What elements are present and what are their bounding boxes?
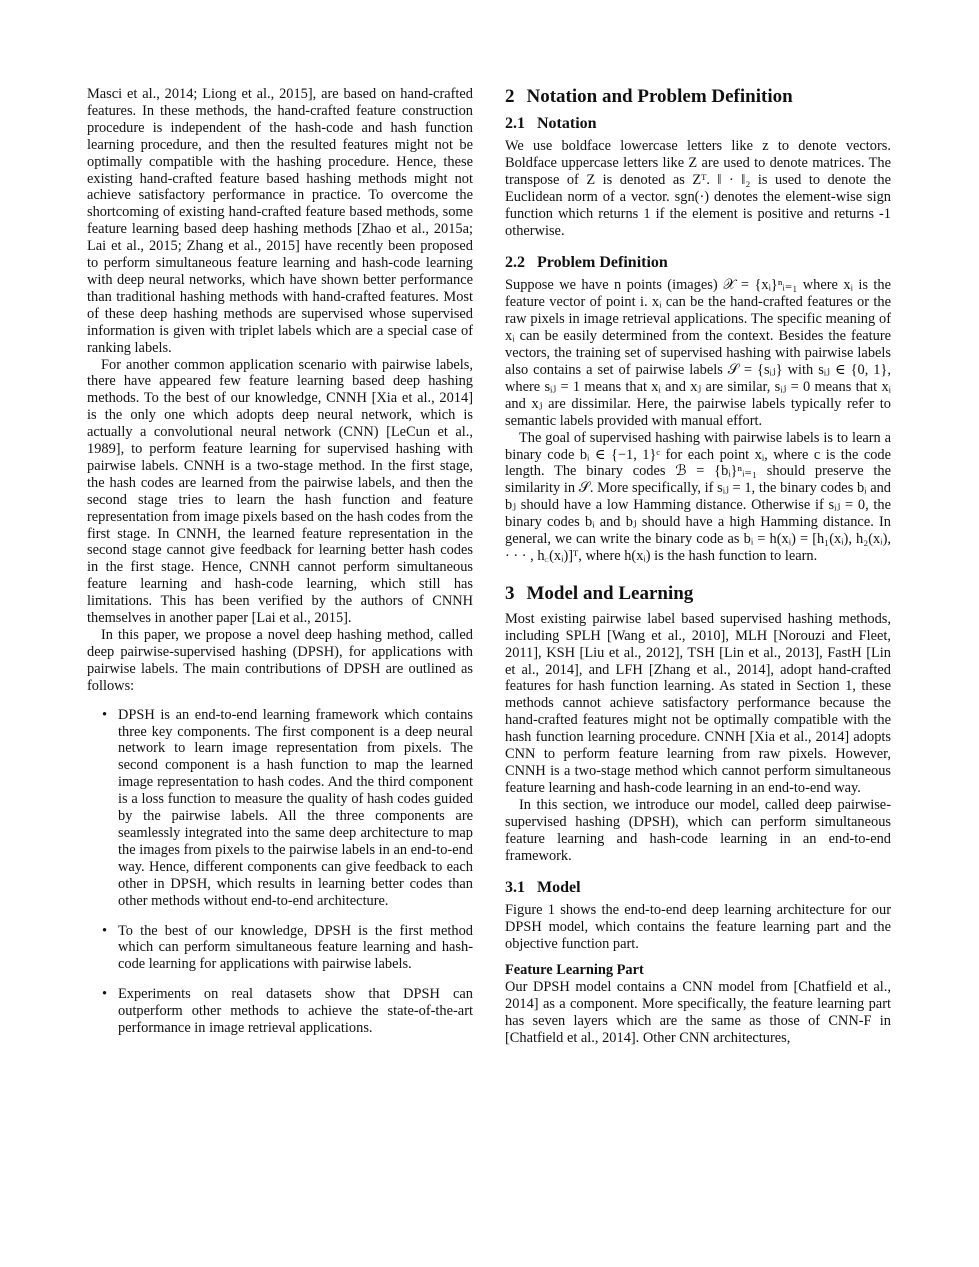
feature-learning-paragraph: Our DPSH model contains a CNN model from [Chatfield et al., 2014] as a component. More specifically, the feature learning part has seven layers which are the same as those of CNN-F in [Chatfield et al., 2014]. Other CNN architectures, xyxy=(505,979,891,1046)
section-title: Model xyxy=(537,879,581,897)
bullet-icon: • xyxy=(102,706,108,723)
notation-paragraph: We use boldface lowercase letters like z to denote vectors. Boldface uppercase letters like Z are used to denote matrices. The transpose of Z is denoted as Zᵀ. ‖ · ‖₂ is used to denote the Euclidean norm of a vector. sgn(·) denotes the element-wise sign function which returns 1 if the element is positive and returns -1 otherwise. xyxy=(505,138,891,239)
contribution-text: Experiments on real datasets show that DPSH can outperform other methods to achieve the state-of-the-art performance in image retrieval applications. xyxy=(118,986,473,1037)
model-paragraph-1: Most existing pairwise label based supervised hashing methods, including SPLH [Wang et al., 2010], MLH [Norouzi and Fleet, 2011], KSH [Liu et al., 2012], TSH [Lin et al., 2013], FastH [Lin et al., 2014], and LFH [Zhang et al., 2014], adopt hand-crafted features for hash function learning. As stated in Section 1, these methods cannot achieve satisfactory performance because the hand-crafted features might not be optimally compatible with the hash function learning procedure. CNNH [Xia et al., 2014] adopts CNN to perform feature learning from raw pixels. However, CNNH is a two-stage method which cannot perform simultaneous feature learning and hash-code learning in an end-to-end way. xyxy=(505,610,891,796)
subsection-2-1-heading xyxy=(505,114,891,133)
section-2-heading xyxy=(505,86,891,108)
left-column xyxy=(87,86,473,1050)
section-number: 2 xyxy=(505,86,515,107)
contribution-text: To the best of our knowledge, DPSH is the first method which can perform simultaneous feature learning and hash-code learning for applications with pairwise labels. xyxy=(118,922,473,973)
right-column xyxy=(505,86,891,1047)
problem-paragraph-1: Suppose we have n points (images) 𝒳 = {xᵢ}ⁿᵢ₌₁ where xᵢ is the feature vector of point i. xᵢ can be the hand-crafted features or the raw pixels in image retrieval applications. The specific meaning of xᵢ can be easily determined from the context. Besides the feature vectors, the training set of supervised hashing with pairwise labels also contains a set of pairwise labels 𝒮 = {sᵢⱼ} with sᵢⱼ ∈ {0, 1}, where sᵢⱼ = 1 means that xᵢ and xⱼ are similar, sᵢⱼ = 0 means that xᵢ and xⱼ are dissimilar. Here, the pairwise labels typically refer to semantic labels provided with manual effort. xyxy=(505,277,891,429)
contribution-item xyxy=(87,923,473,974)
bullet-icon: • xyxy=(102,986,108,1003)
bullet-icon: • xyxy=(102,922,108,939)
section-number: 2.2 xyxy=(505,254,525,272)
section-title: Problem Definition xyxy=(537,254,668,272)
section-title: Notation and Problem Definition xyxy=(526,86,793,107)
contributions-list xyxy=(87,707,473,1037)
section-title: Notation xyxy=(537,115,597,132)
subsection-3-1-heading xyxy=(505,878,891,897)
intro-paragraph-2: For another common application scenario with pairwise labels, there have appeared few feature learning based deep hashing methods. To the best of our knowledge, CNNH [Xia et al., 2014] is the only one which adopts deep neural network, which is actually a convolutional neural network (CNN) [LeCun et al., 1989], to perform feature learning for supervised hashing with pairwise labels. CNNH is a two-stage method. In the first stage, the hash codes are learned from the pairwise labels, and then the second stage tries to learn the hash function and feature representation from image pixels based on the hash codes from the first stage. In CNNH, the learned feature representation in the second stage cannot give feedback for learning better hash codes in the first stage. Hence, CNNH cannot perform simultaneous feature learning and hash-code learning, which still has limitations. This has been verified by the authors of CNNH themselves in another paper [Lai et al., 2015]. xyxy=(87,356,473,627)
intro-paragraph-1: Masci et al., 2014; Liong et al., 2015], are based on hand-crafted features. In these methods, the hand-crafted feature construction procedure is independent of the hash-code and hash function learning procedure, and then the resulted features might not be optimally compatible with the hashing procedure. Hence, these existing hand-crafted feature based hashing methods might not achieve satisfactory performance in practice. To overcome the shortcoming of existing hand-crafted feature based methods, some feature learning based deep hashing methods [Zhao et al., 2015a; Lai et al., 2015; Zhang et al., 2015] have recently been proposed to perform simultaneous feature learning and hash-code learning with deep neural networks, which have shown better performance than traditional hashing methods with hand-crafted features. Most of these deep hashing methods are supervised whose supervised information is given with triplet labels which are a special case of ranking labels. xyxy=(87,86,473,356)
subsection-2-2-heading xyxy=(505,253,891,272)
section-title: Model and Learning xyxy=(526,582,694,604)
model-3-1-paragraph: Figure 1 shows the end-to-end deep learning architecture for our DPSH model, which contains the feature learning part and the objective function part. xyxy=(505,902,891,953)
contribution-text: DPSH is an end-to-end learning framework which contains three key components. The first component is a deep neural network to learn image representation from pixels. The second component is a hash function to map the learned image representation to hash codes. And the third component is a loss function to measure the quality of hash codes guided by the pairwise labels. All the three components are seamlessly integrated into the same deep architecture to map the images from pixels to the pairwise labels in an end-to-end way. Hence, different components can give feedback to each other in DPSH, which results in learning better codes than other methods without end-to-end architecture. xyxy=(118,706,473,909)
section-number: 2.1 xyxy=(505,115,525,132)
feature-learning-heading: Feature Learning Part xyxy=(505,962,644,979)
section-3-heading xyxy=(505,583,891,605)
problem-paragraph-2: The goal of supervised hashing with pairwise labels is to learn a binary code bᵢ ∈ {−1, 1}ᶜ for each point xᵢ, where c is the code length. The binary codes ℬ = {bᵢ}ⁿᵢ₌₁ should preserve the similarity in 𝒮. More specifically, if sᵢⱼ = 1, the binary codes bᵢ and bⱼ should have a low Hamming distance. Otherwise if sᵢⱼ = 0, the binary codes bᵢ and bⱼ should have a high Hamming distance. In general, we can write the binary code as bᵢ = h(xᵢ) = [h₁(xᵢ), h₂(xᵢ), · · · , h꜀(xᵢ)]ᵀ, where h(xᵢ) is the hash function to learn. xyxy=(505,429,891,564)
model-paragraph-2: In this section, we introduce our model, called deep pairwise-supervised hashing (DPSH), which can perform simultaneous feature learning and hash-code learning in an end-to-end framework. xyxy=(505,796,891,864)
intro-paragraph-3: In this paper, we propose a novel deep hashing method, called deep pairwise-supervised hashing (DPSH), for applications with pairwise labels. The main contributions of DPSH are outlined as follows: xyxy=(87,627,473,694)
section-number: 3.1 xyxy=(505,879,525,897)
contribution-item xyxy=(87,707,473,910)
contribution-item xyxy=(87,986,473,1037)
section-number: 3 xyxy=(505,582,515,604)
